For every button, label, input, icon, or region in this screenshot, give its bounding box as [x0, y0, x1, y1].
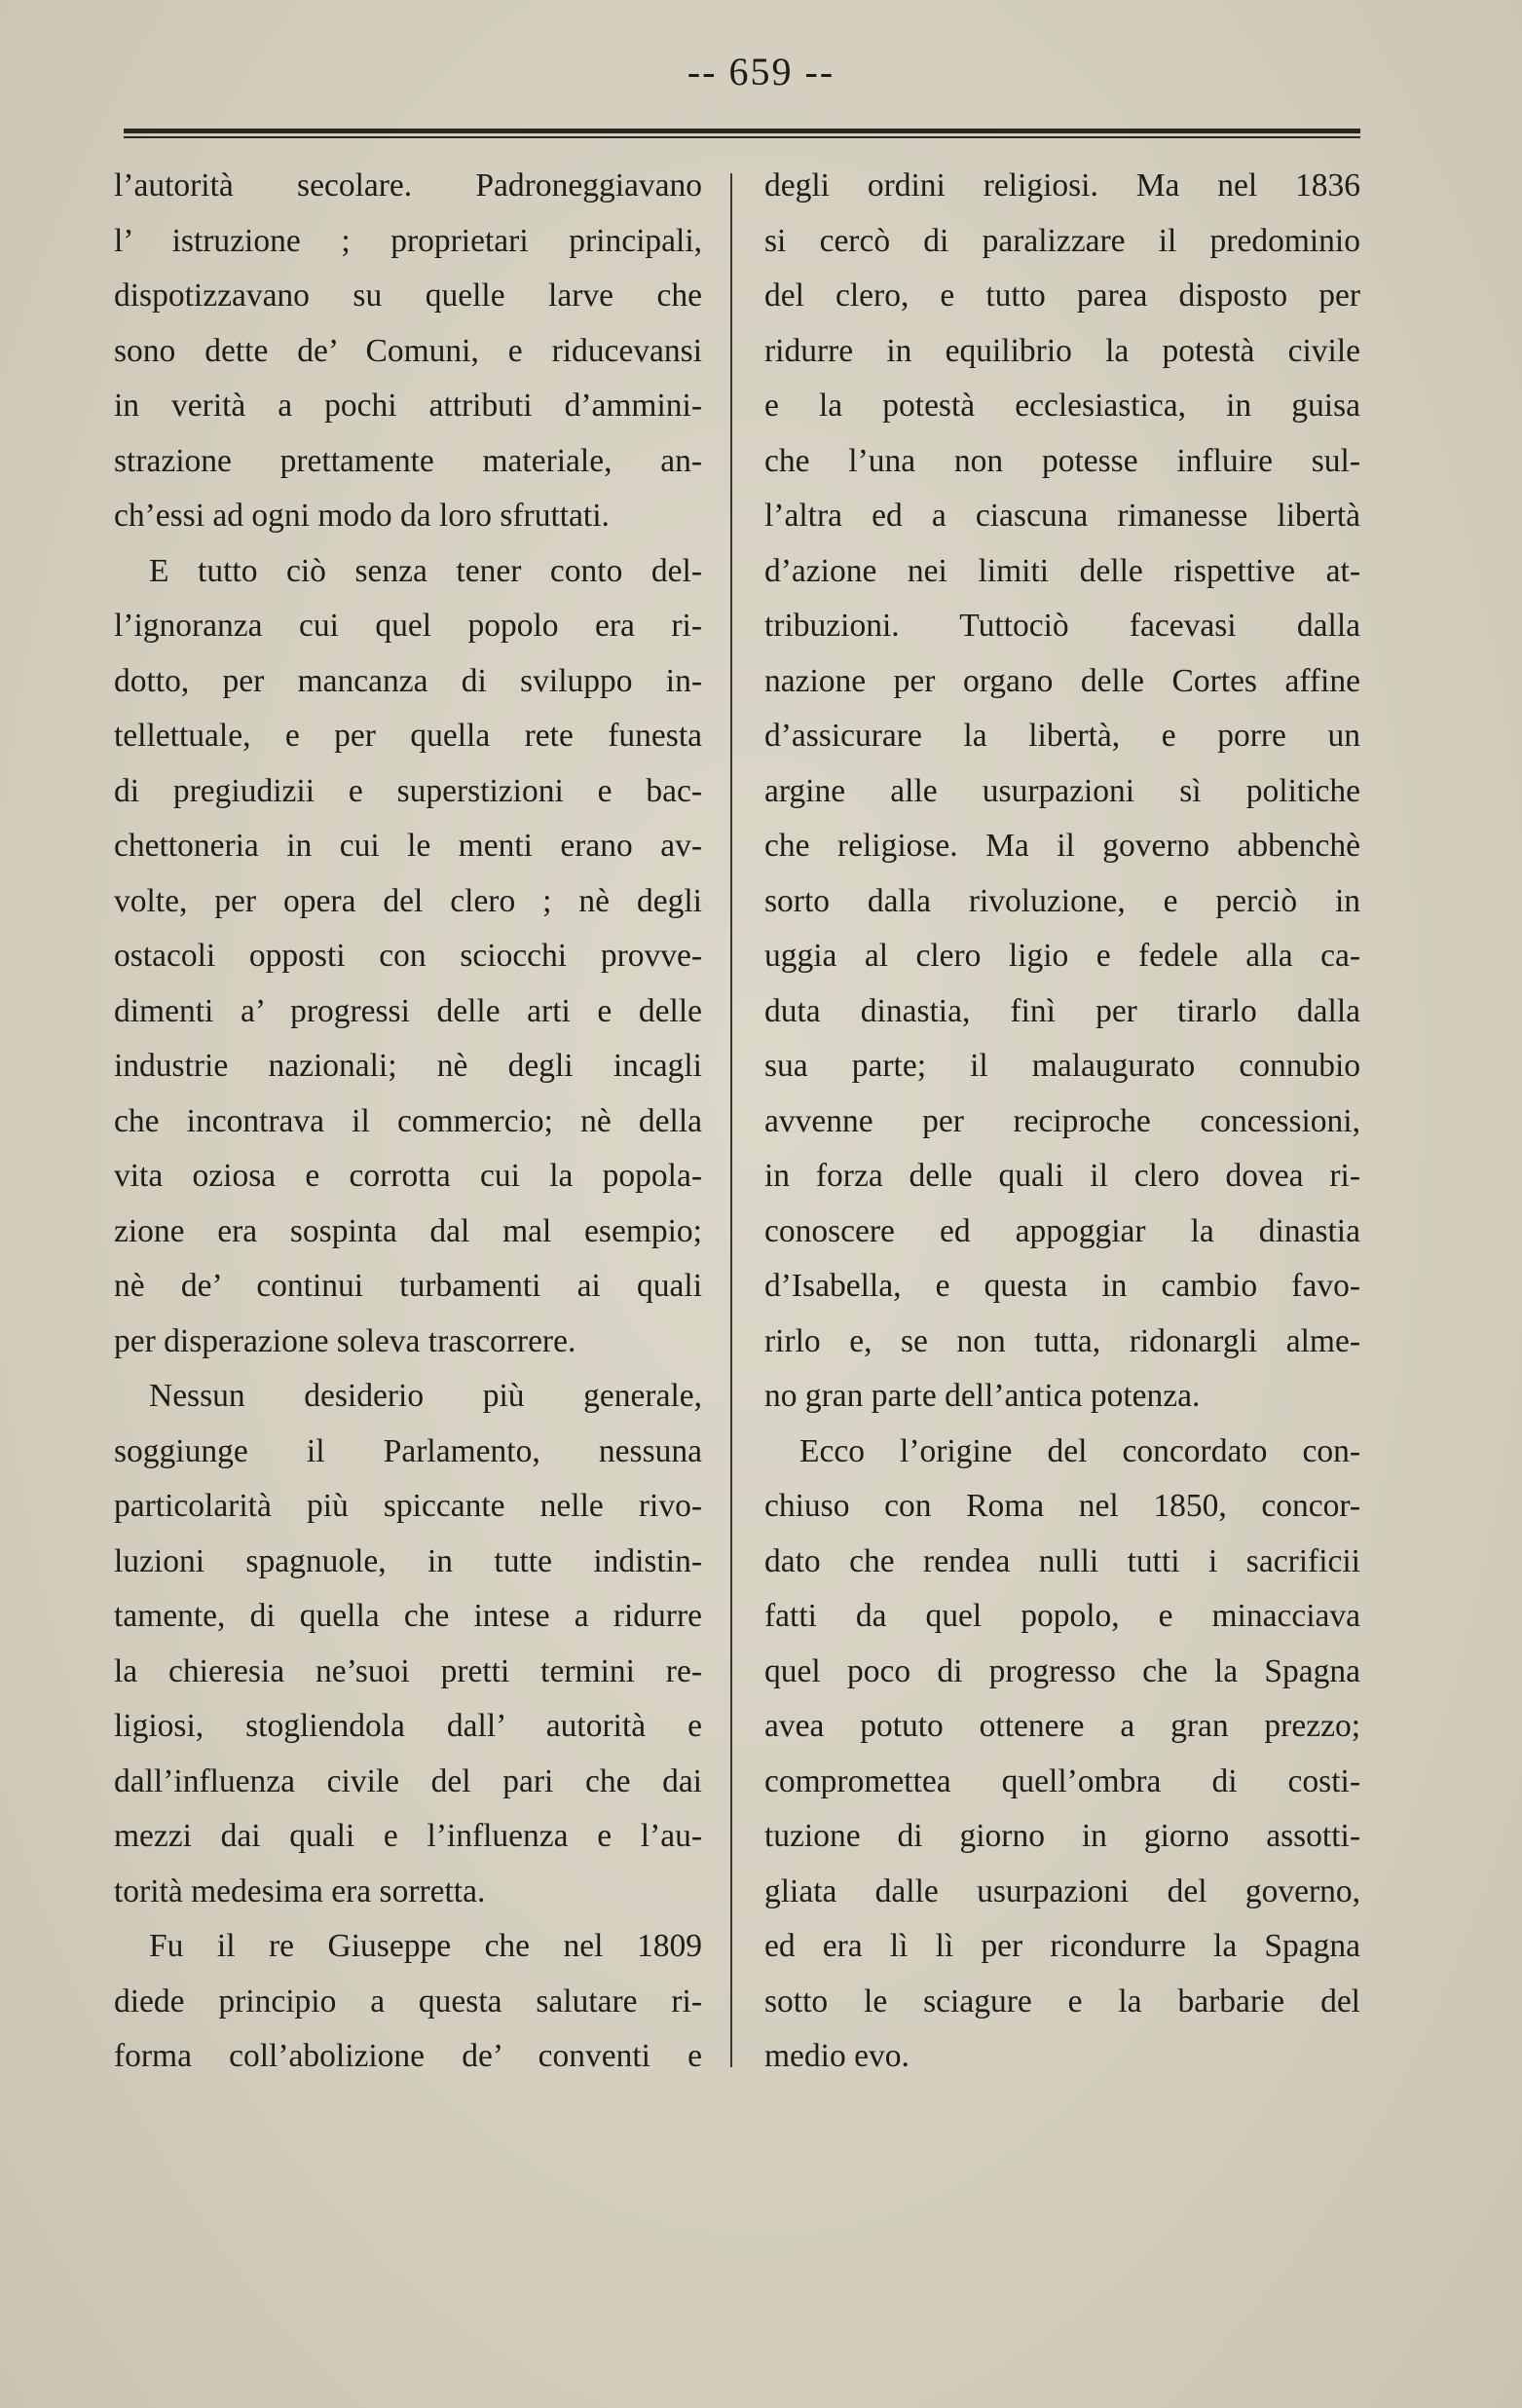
text-line: quel poco di progresso che la Spagna	[764, 1652, 1360, 1689]
text-line: sua parte; il malaugurato connubio	[764, 1048, 1360, 1084]
text-line: nè de’ continui turbamenti ai quali	[114, 1268, 702, 1304]
text-line: che l’una non potesse influire sul-	[764, 442, 1360, 479]
text-line: rirlo e, se non tutta, ridonargli almе-	[764, 1322, 1360, 1359]
text-line: Ecco l’origine del concordato con-	[799, 1432, 1360, 1469]
text-line: tuzione di giorno in giorno assotti-	[764, 1818, 1360, 1854]
text-line: che religiose. Ma il governo abbenchè	[764, 828, 1360, 864]
text-line: gliata dalle usurpazioni del governo,	[764, 1872, 1360, 1909]
text-line: torità medesima era sorretta.	[114, 1872, 486, 1909]
text-line: fatti da quel popolo, e minacciava	[764, 1598, 1360, 1634]
text-line: compromettea quell’ombra di costi-	[764, 1762, 1360, 1799]
text-line: nazione per organo delle Cortes affine	[764, 662, 1360, 699]
text-line: tribuzioni. Tuttociò facevasi dalla	[764, 608, 1360, 644]
text-line: sotto le sciagure e la barbarie del	[764, 1982, 1360, 2019]
text-line: uggia al clero ligio e fedele alla ca-	[764, 938, 1360, 974]
text-line: per disperazione soleva trascorrere.	[114, 1322, 576, 1359]
text-line: di pregiudizii e superstizioni e bac-	[114, 772, 702, 809]
text-line: l’ignoranza cui quel popolo era ri-	[114, 608, 702, 644]
text-line: ligiosi, stogliendola dall’ autorità e	[114, 1708, 702, 1744]
text-line: sono dette de’ Comuni, e riducevansi	[114, 332, 702, 369]
text-line: Nessun desiderio più generale,	[149, 1378, 702, 1414]
text-line: avvenne per reciproche concessioni,	[764, 1102, 1360, 1139]
text-line: del clero, e tutto parea disposto per	[764, 278, 1360, 314]
text-line: particolarità più spiccante nelle rivo-	[114, 1488, 702, 1524]
text-line: E tutto ciò senza tener conto del-	[149, 552, 702, 589]
text-line: che incontrava il commercio; nè della	[114, 1102, 702, 1139]
text-line: d’Isabella, e questa in cambio favo-	[764, 1268, 1360, 1304]
column-divider	[730, 173, 732, 2067]
page-number: -- 659 --	[687, 50, 835, 93]
text-line: e la potestà ecclesiastica, in guisa	[764, 388, 1360, 424]
text-line: dispotizzavano su quelle larve che	[114, 278, 702, 314]
right-column	[764, 159, 1360, 2085]
text-line: medio evo.	[764, 2038, 909, 2074]
text-line: ed era lì lì per ricondurre la Spagna	[764, 1928, 1360, 1964]
text-line: sorto dalla rivoluzione, e perciò in	[764, 882, 1360, 919]
text-line: zione era sospinta dal mal esempio;	[114, 1212, 702, 1249]
header-rule	[124, 129, 1360, 138]
text-line: ostacoli opposti con sciocchi provve-	[114, 938, 702, 974]
text-line: dotto, per mancanza di sviluppo in-	[114, 662, 702, 699]
text-line: d’assicurare la libertà, e porre un	[764, 718, 1360, 754]
text-line: si cercò di paralizzare il predominio	[764, 222, 1360, 259]
text-line: ridurre in equilibrio la potestà civile	[764, 332, 1360, 369]
text-line: dato che rendea nulli tutti i sacrificii	[764, 1542, 1360, 1579]
text-line: d’azione nei limiti delle rispettive at-	[764, 552, 1360, 589]
text-line: ch’essi ad ogni modo da loro sfruttati.	[114, 498, 610, 534]
text-line: l’ istruzione ; proprietari principali,	[114, 222, 702, 259]
text-line: dimenti a’ progressi delle arti e delle	[114, 992, 702, 1029]
text-line: degli ordini religiosi. Ma nel 1836	[764, 167, 1360, 204]
text-line: argine alle usurpazioni sì politiche	[764, 772, 1360, 809]
text-line: Fu il re Giuseppe che nel 1809	[149, 1928, 702, 1964]
text-line: avea potuto ottenere a gran prezzo;	[764, 1708, 1360, 1744]
text-line: la chieresia ne’suoi pretti termini re-	[114, 1652, 702, 1689]
text-line: soggiunge il Parlamento, nessuna	[114, 1432, 702, 1469]
text-line: tamente, di quella che intese a ridurre	[114, 1598, 702, 1634]
text-line: forma coll’abolizione de’ conventi e	[114, 2038, 702, 2074]
text-line: vita oziosa e corrotta cui la popola-	[114, 1158, 702, 1194]
text-line: industrie nazionali; nè degli incagli	[114, 1048, 702, 1084]
text-line: chettoneria in cui le menti erano av-	[114, 828, 702, 864]
text-line: in forza delle quali il clero dovea ri-	[764, 1158, 1360, 1194]
text-line: mezzi dai quali e l’influenza e l’au-	[114, 1818, 702, 1854]
text-line: luzioni spagnuole, in tutte indistin-	[114, 1542, 702, 1579]
text-line: l’altra ed a ciascuna rimanesse libertà	[764, 498, 1360, 534]
text-line: conoscere ed appoggiar la dinastia	[764, 1212, 1360, 1249]
text-line: diede principio a questa salutare ri-	[114, 1982, 702, 2019]
text-line: chiuso con Roma nel 1850, concor-	[764, 1488, 1360, 1524]
left-column	[114, 159, 702, 2085]
text-line: tellettuale, e per quella rete funesta	[114, 718, 702, 754]
text-line: strazione prettamente materiale, an-	[114, 442, 702, 479]
text-line: no gran parte dell’antica potenza.	[764, 1378, 1201, 1414]
text-line: duta dinastia, finì per tirarlo dalla	[764, 992, 1360, 1029]
text-line: dall’influenza civile del pari che dai	[114, 1762, 702, 1799]
text-line: l’autorità secolare. Padroneggiavano	[114, 167, 702, 204]
text-line: in verità a pochi attributi d’ammini-	[114, 388, 702, 424]
text-line: volte, per opera del clero ; nè degli	[114, 882, 702, 919]
